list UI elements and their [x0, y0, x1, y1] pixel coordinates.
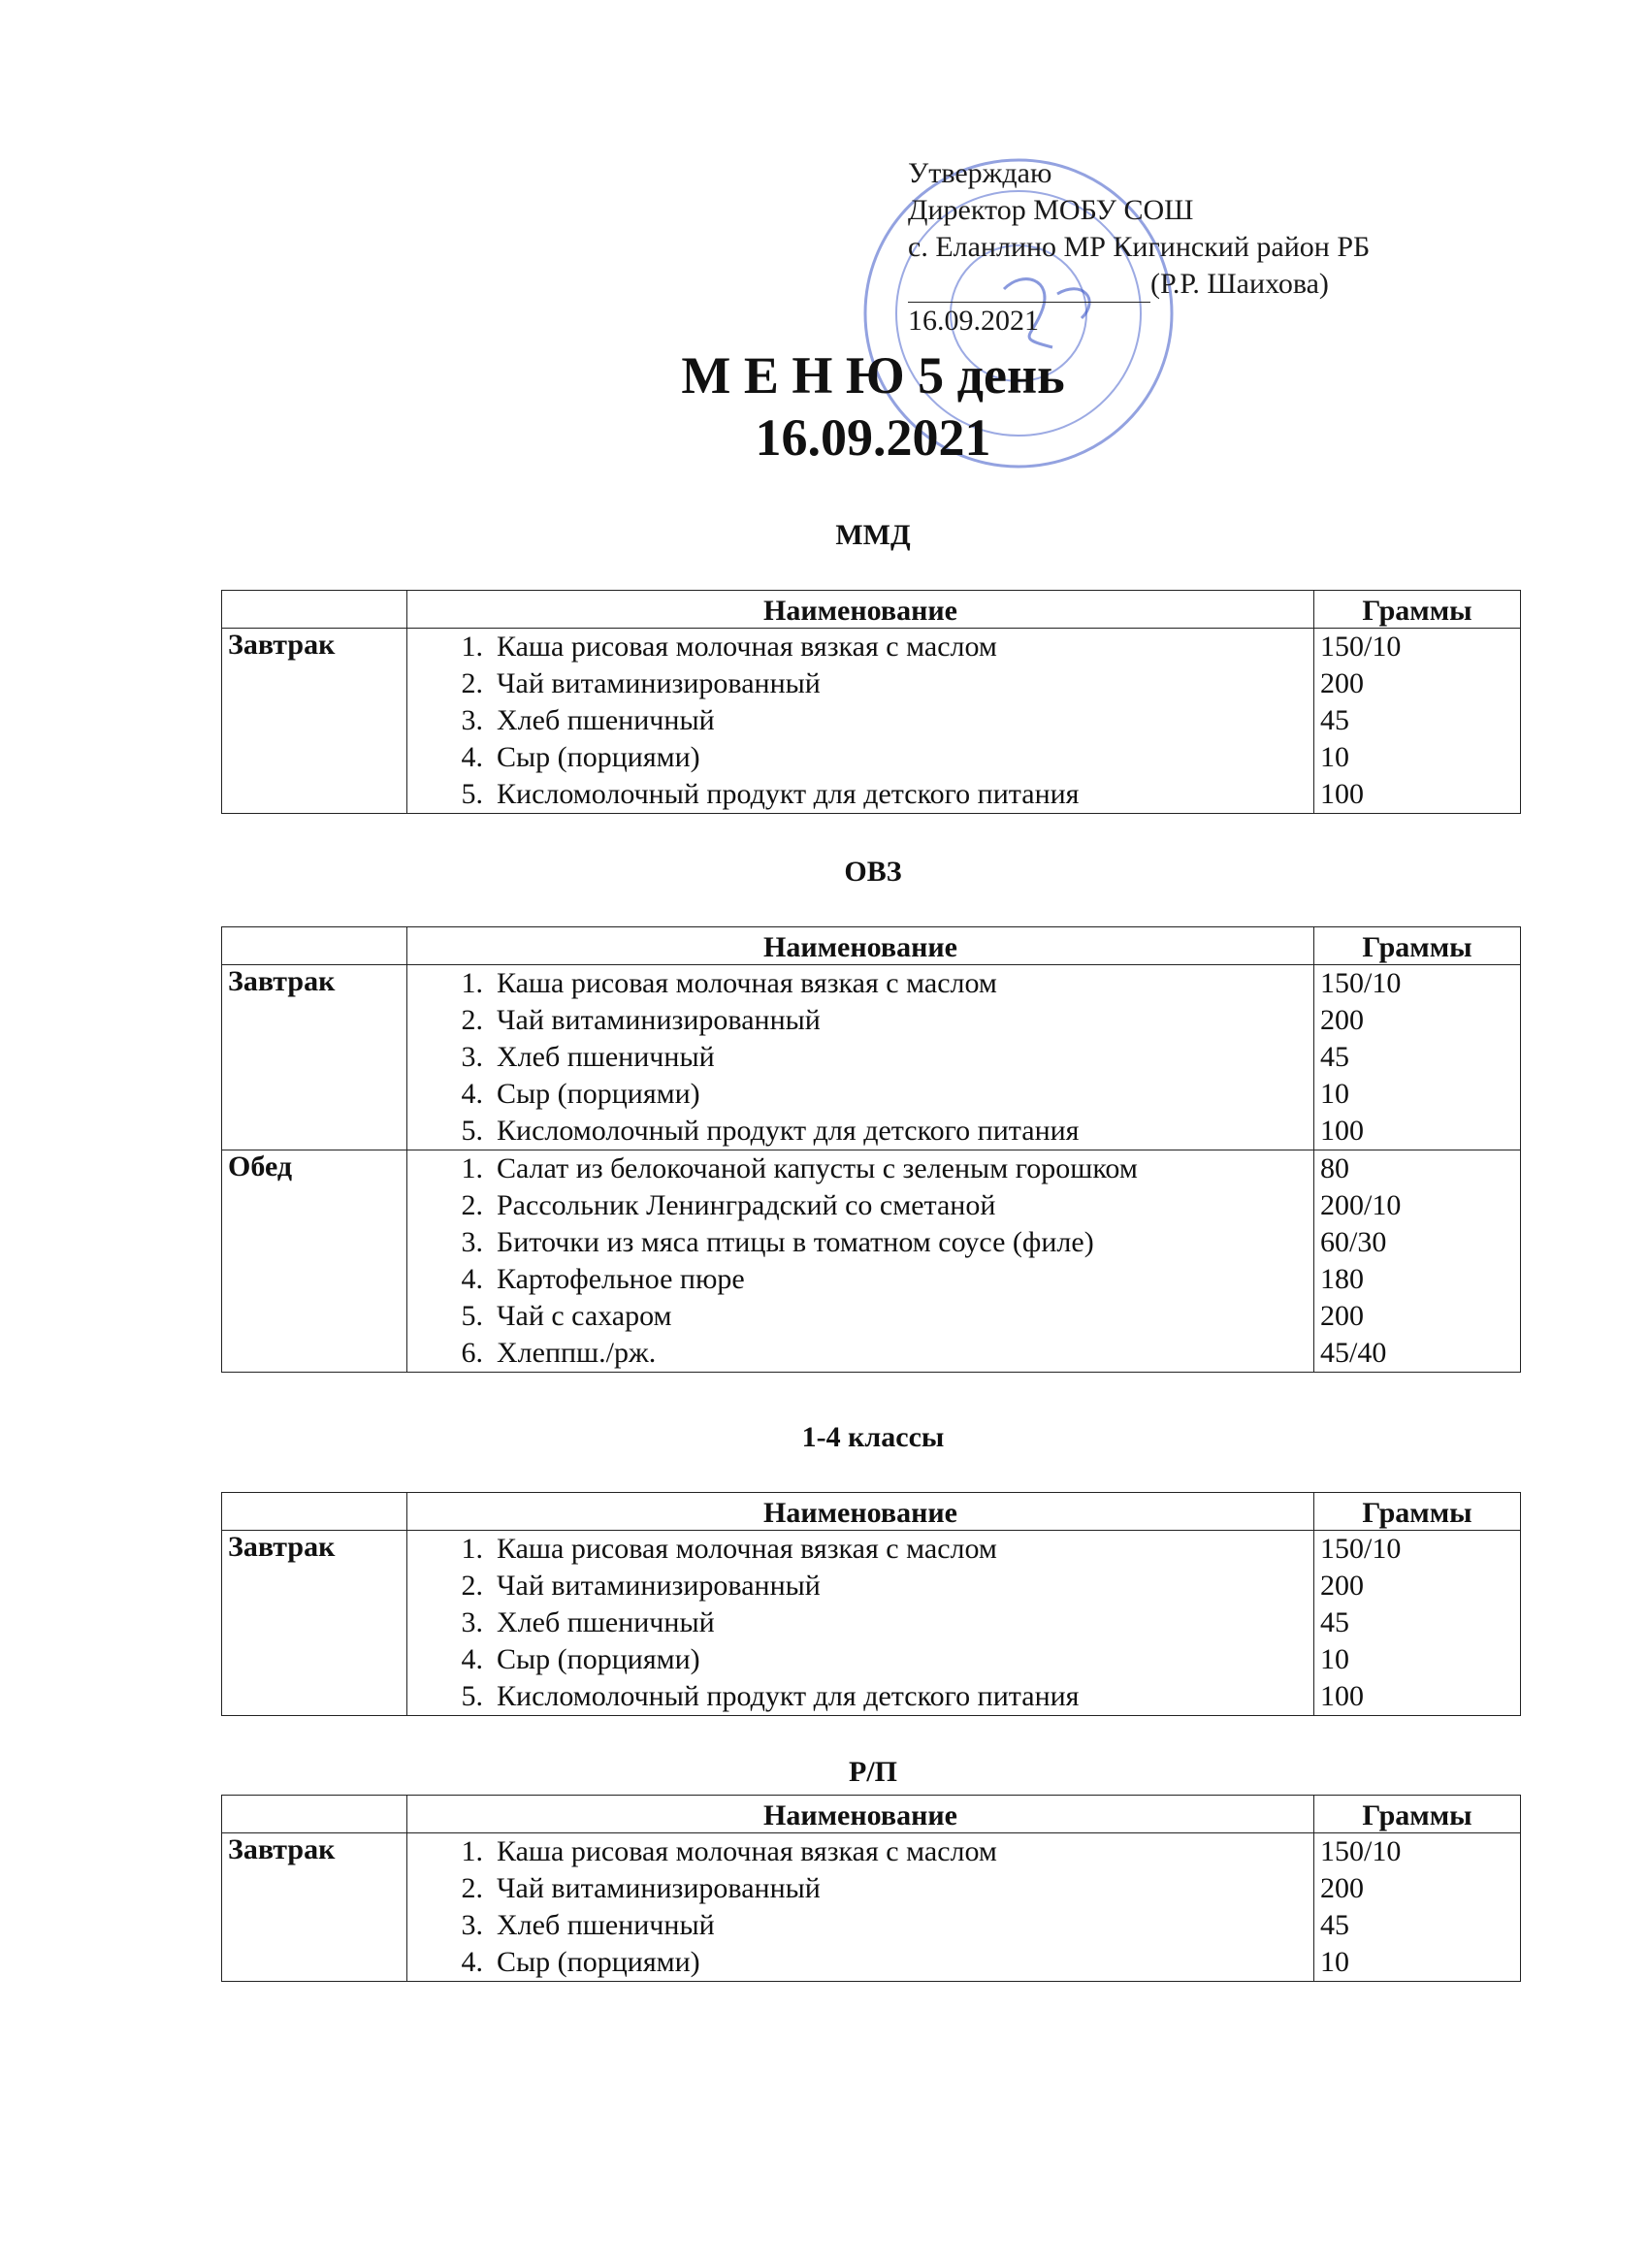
item-number: 3. — [461, 1606, 483, 1638]
menu-table-grades — [221, 1492, 1521, 1716]
item-number: 2. — [461, 1189, 483, 1221]
table-header — [222, 591, 1521, 629]
meal-name: Завтрак — [222, 965, 407, 1150]
item-name: Рассольник Ленинградский со сметаной — [497, 1189, 996, 1221]
approval-block — [908, 155, 1370, 340]
grams-cell — [1314, 1150, 1521, 1373]
item-grams: 200 — [1320, 1872, 1364, 1904]
table-header — [222, 1493, 1521, 1531]
item-grams: 45 — [1320, 1041, 1349, 1073]
header-name: Наименование — [407, 927, 1314, 965]
header-grams: Граммы — [1314, 1493, 1521, 1531]
list-item — [413, 1002, 1308, 1039]
item-grams: 45 — [1320, 704, 1349, 736]
header-name: Наименование — [407, 1796, 1314, 1833]
item-number: 2. — [461, 1872, 483, 1904]
items-cell — [407, 629, 1314, 814]
meal-name: Обед — [222, 1150, 407, 1373]
item-name: Биточки из мяса птицы в томатном соусе (филе) — [497, 1226, 1094, 1258]
item-grams: 150/10 — [1320, 1835, 1402, 1867]
item-number: 3. — [461, 1041, 483, 1073]
item-name: Сыр (порциями) — [497, 1946, 700, 1978]
item-number: 1. — [461, 1835, 483, 1867]
item-name: Чай витаминизированный — [497, 1872, 821, 1904]
item-name: Чай витаминизированный — [497, 667, 821, 699]
item-grams: 200/10 — [1320, 1189, 1402, 1221]
list-item — [413, 1150, 1308, 1187]
approval-date: 16.09.2021 — [908, 305, 1039, 337]
item-number: 4. — [461, 1263, 483, 1295]
list-item — [413, 739, 1308, 776]
page-title — [0, 344, 1649, 469]
item-number: 2. — [461, 1004, 483, 1036]
items-cell — [407, 1150, 1314, 1373]
list-item — [413, 1907, 1308, 1944]
list-item — [413, 1604, 1308, 1641]
table-header — [222, 927, 1521, 965]
item-name: Хлеб пшеничный — [497, 704, 715, 736]
header-meal — [222, 1796, 407, 1833]
item-name: Каша рисовая молочная вязкая с маслом — [497, 1533, 997, 1565]
item-number: 3. — [461, 1226, 483, 1258]
item-number: 4. — [461, 741, 483, 773]
item-name: Хлеб пшеничный — [497, 1041, 715, 1073]
item-grams: 150/10 — [1320, 631, 1402, 663]
table-row — [222, 1833, 1521, 1982]
item-number: 1. — [461, 631, 483, 663]
meal-name: Завтрак — [222, 1833, 407, 1982]
section-label-rp: Р/П — [849, 1756, 897, 1788]
list-item — [413, 1261, 1308, 1298]
item-name: Чай витаминизированный — [497, 1570, 821, 1602]
section-label-mmd: ММД — [835, 519, 911, 551]
list-item — [413, 965, 1308, 1002]
item-grams: 200 — [1320, 667, 1364, 699]
list-item — [413, 1870, 1308, 1907]
table-row — [222, 1150, 1521, 1373]
list-item — [413, 1568, 1308, 1604]
list-item — [413, 1298, 1308, 1335]
header-grams: Граммы — [1314, 1796, 1521, 1833]
item-grams: 100 — [1320, 1115, 1364, 1147]
list-item — [413, 1076, 1308, 1113]
item-name: Чай витаминизированный — [497, 1004, 821, 1036]
item-grams: 10 — [1320, 1946, 1349, 1978]
item-grams: 200 — [1320, 1004, 1364, 1036]
items-cell — [407, 1531, 1314, 1716]
list-item — [413, 1039, 1308, 1076]
item-name: Каша рисовая молочная вязкая с маслом — [497, 967, 997, 999]
header-grams: Граммы — [1314, 927, 1521, 965]
section-label-grades: 1-4 классы — [801, 1421, 945, 1453]
list-item — [413, 1224, 1308, 1261]
menu-table-ovz — [221, 926, 1521, 1373]
item-grams: 10 — [1320, 1643, 1349, 1675]
item-name: Хлеб пшеничный — [497, 1909, 715, 1941]
item-grams: 45 — [1320, 1606, 1349, 1638]
list-item — [413, 629, 1308, 665]
list-item — [413, 1944, 1308, 1981]
header-grams: Граммы — [1314, 591, 1521, 629]
title-date: 16.09.2021 — [755, 408, 991, 467]
item-number: 5. — [461, 1680, 483, 1712]
item-grams: 45/40 — [1320, 1337, 1387, 1369]
title-menu: М Е Н Ю 5 день — [681, 346, 1065, 405]
item-grams: 180 — [1320, 1263, 1364, 1295]
table-row — [222, 629, 1521, 814]
item-grams: 200 — [1320, 1300, 1364, 1332]
list-item — [413, 1678, 1308, 1715]
header-meal — [222, 591, 407, 629]
item-name: Хлеб пшеничный — [497, 1606, 715, 1638]
item-number: 3. — [461, 704, 483, 736]
item-grams: 100 — [1320, 1680, 1364, 1712]
list-item — [413, 776, 1308, 813]
item-grams: 80 — [1320, 1152, 1349, 1184]
approval-signer: (Р.Р. Шаихова) — [1150, 268, 1329, 300]
item-grams: 150/10 — [1320, 1533, 1402, 1565]
list-item — [413, 1531, 1308, 1568]
item-number: 4. — [461, 1078, 483, 1110]
item-name: Кисломолочный продукт для детского питания — [497, 1115, 1080, 1147]
list-item — [413, 1187, 1308, 1224]
grams-cell — [1314, 965, 1521, 1150]
item-name: Кисломолочный продукт для детского питания — [497, 778, 1080, 810]
item-grams: 60/30 — [1320, 1226, 1387, 1258]
grams-cell — [1314, 1531, 1521, 1716]
item-name: Сыр (порциями) — [497, 1643, 700, 1675]
item-name: Салат из белокочаной капусты с зеленым горошком — [497, 1152, 1138, 1184]
item-number: 4. — [461, 1946, 483, 1978]
item-number: 6. — [461, 1337, 483, 1369]
menu-table-mmd — [221, 590, 1521, 814]
grams-cell — [1314, 629, 1521, 814]
items-cell — [407, 1833, 1314, 1982]
item-number: 1. — [461, 1533, 483, 1565]
item-number: 3. — [461, 1909, 483, 1941]
list-item — [413, 1833, 1308, 1870]
item-number: 1. — [461, 967, 483, 999]
table-row — [222, 1531, 1521, 1716]
meal-name: Завтрак — [222, 629, 407, 814]
table-row — [222, 965, 1521, 1150]
item-number: 2. — [461, 1570, 483, 1602]
approval-school: с. Еланлино МР Кигинский район РБ — [908, 231, 1371, 263]
item-number: 5. — [461, 778, 483, 810]
item-name: Картофельное пюре — [497, 1263, 745, 1295]
items-cell — [407, 965, 1314, 1150]
item-grams: 100 — [1320, 778, 1364, 810]
section-label-ovz: ОВЗ — [844, 856, 902, 888]
list-item — [413, 1113, 1308, 1150]
item-name: Кисломолочный продукт для детского питания — [497, 1680, 1080, 1712]
menu-table-rp — [221, 1795, 1521, 1982]
item-number: 5. — [461, 1115, 483, 1147]
item-number: 2. — [461, 667, 483, 699]
meal-name: Завтрак — [222, 1531, 407, 1716]
approval-position: Директор МОБУ СОШ — [908, 194, 1194, 226]
item-grams: 10 — [1320, 741, 1349, 773]
list-item — [413, 702, 1308, 739]
item-grams: 45 — [1320, 1909, 1349, 1941]
item-number: 1. — [461, 1152, 483, 1184]
item-grams: 150/10 — [1320, 967, 1402, 999]
list-item — [413, 1641, 1308, 1678]
item-number: 4. — [461, 1643, 483, 1675]
item-name: Чай с сахаром — [497, 1300, 672, 1332]
item-name: Хлеппш./рж. — [497, 1337, 657, 1369]
header-name: Наименование — [407, 1493, 1314, 1531]
table-header — [222, 1796, 1521, 1833]
header-name: Наименование — [407, 591, 1314, 629]
item-name: Сыр (порциями) — [497, 1078, 700, 1110]
item-name: Каша рисовая молочная вязкая с маслом — [497, 631, 997, 663]
list-item — [413, 1335, 1308, 1372]
signature-row — [908, 266, 1370, 303]
item-name: Сыр (порциями) — [497, 741, 700, 773]
item-grams: 10 — [1320, 1078, 1349, 1110]
item-number: 5. — [461, 1300, 483, 1332]
approval-heading: Утверждаю — [908, 157, 1052, 189]
item-grams: 200 — [1320, 1570, 1364, 1602]
header-meal — [222, 1493, 407, 1531]
header-meal — [222, 927, 407, 965]
grams-cell — [1314, 1833, 1521, 1982]
item-name: Каша рисовая молочная вязкая с маслом — [497, 1835, 997, 1867]
list-item — [413, 665, 1308, 702]
signature-line — [908, 273, 1150, 303]
